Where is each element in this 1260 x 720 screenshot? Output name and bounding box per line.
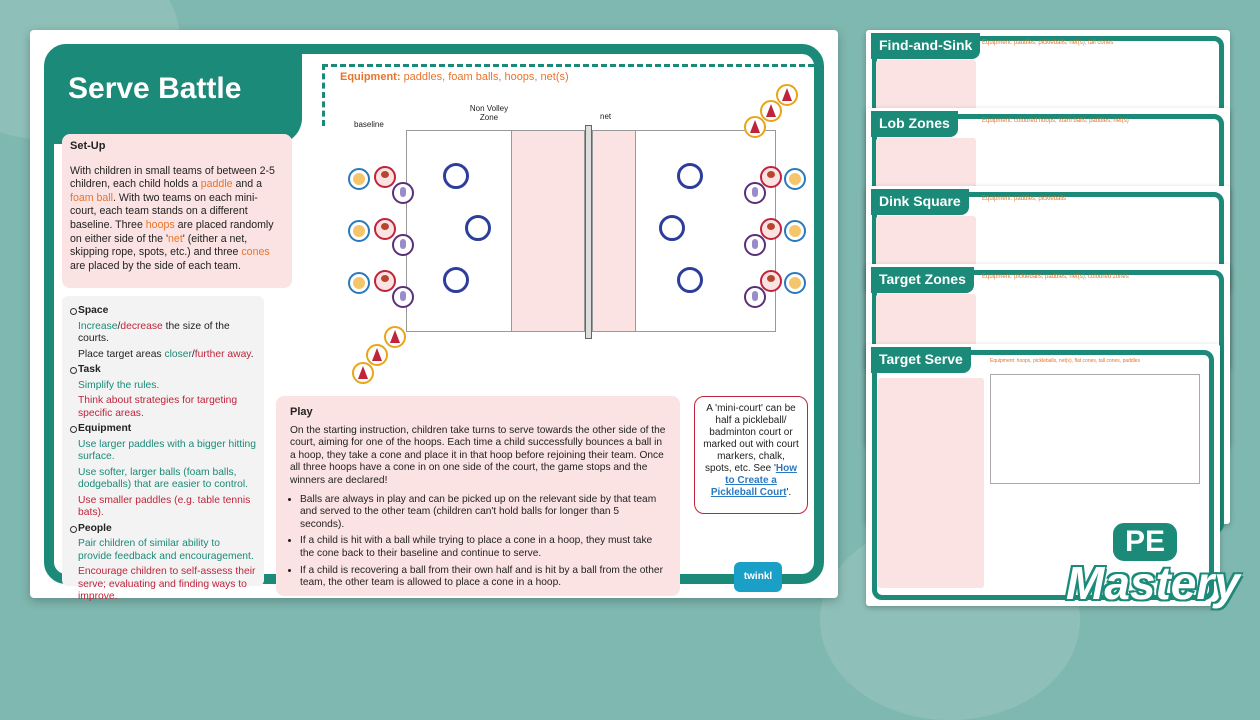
sheet-title: Find-and-Sink (871, 33, 980, 59)
foam-ball-icon (784, 168, 806, 190)
equipment-divider (322, 64, 814, 67)
hoop-icon (443, 267, 469, 293)
task-item-1: Simplify the rules. (78, 379, 160, 391)
cone-icon (352, 362, 374, 384)
foam-ball-icon (784, 272, 806, 294)
play-rule: • If a child is hit with a ball while trying to place a cone in a hoop, they must take the cone back to their baseline and continue to serve. (300, 535, 666, 560)
sheet-text-column (878, 378, 984, 588)
paddle-icon (744, 286, 766, 308)
nvz-label: Non Volley Zone (469, 104, 509, 122)
child-icon (374, 166, 396, 188)
note-end: '. (786, 487, 792, 498)
hoop-icon (677, 267, 703, 293)
sheet-title: Target Serve (871, 347, 971, 373)
hoop-icon (443, 163, 469, 189)
task-item-2: Think about strategies for targeting specific areas. (78, 395, 238, 419)
sheet-equipment: Equipment: hoops, pickleballs, net(s), flat cones, tall cones, paddles (990, 358, 1141, 364)
cone-icon (760, 100, 782, 122)
child-icon (374, 218, 396, 240)
pe-mastery-logo (1066, 520, 1256, 624)
child-icon (760, 218, 782, 240)
hoops-keyword: hoops (145, 218, 175, 231)
equipment-items: paddles, foam balls, hoops, net(s) (403, 71, 569, 83)
baseline-label: baseline (354, 120, 384, 129)
foam-ball-icon (784, 220, 806, 242)
equipment-heading: Equipment (70, 423, 256, 436)
setup-text: With children in small teams of between 2-5 children, each child holds a paddle and a foam ball. With two teams on each mini-court, each team stands on a different baseline. Three hoops are placed randomly on either side of the 'net' (either a net, skipping rope, spots, etc.) and three cones are placed by the side of each team. (70, 164, 275, 272)
space-item-1: Increase/decrease the size of the courts. (78, 320, 230, 344)
cone-icon (744, 116, 766, 138)
adaptations-panel (62, 296, 264, 602)
sheet-equipment: Equipment: paddles, pickleballs (982, 196, 1067, 202)
title-bar (54, 54, 302, 144)
play-intro: On the starting instruction, children take turns to serve towards the other side of the court, aiming for one of the hoops. Each time a child successfully bounces a ball in a hoop, they take a cone and place it in that hoop before rejoining their team. Once all three hoops have a cone in on one side of the court, the game stops and the winners are declared! (290, 424, 666, 486)
sheet-equipment: Equipment: pickleballs, paddles, net(s), coloured zones (982, 274, 1129, 280)
pe-text: PE (1110, 520, 1180, 564)
space-item-2: Place target areas closer/further away. (78, 348, 254, 360)
paddle-icon (392, 234, 414, 256)
cone-icon (384, 326, 406, 348)
hoop-icon (465, 215, 491, 241)
sheet-title: Dink Square (871, 189, 969, 215)
main-frame (44, 44, 824, 602)
paddle-icon (744, 234, 766, 256)
sheet-equipment: Equipment: coloured hoops, foam balls, paddles, net(s) (982, 118, 1129, 124)
non-volley-zone-right (592, 131, 636, 331)
main-sheet (30, 30, 838, 602)
non-volley-zone-left (511, 131, 585, 331)
paddle-icon (744, 182, 766, 204)
sheet-title: Target Zones (871, 267, 974, 293)
paddle-icon (392, 286, 414, 308)
hoop-icon (677, 163, 703, 189)
child-icon (374, 270, 396, 292)
foam-ball-icon (348, 220, 370, 242)
play-heading: Play (290, 406, 313, 418)
cone-icon (366, 344, 388, 366)
equipment-item-1: Use larger paddles with a bigger hitting surface. (78, 438, 257, 462)
cones-keyword: cones (241, 246, 270, 259)
equipment-item-3: Use smaller paddles (e.g. table tennis bats). (78, 494, 251, 518)
play-rule: • If a child is recovering a ball from their own half and is hit by a ball from the other team, the other team is allowed to place a cone in a hoop. (300, 565, 666, 590)
net (585, 125, 592, 339)
court-diagram (406, 130, 776, 332)
foam-ball-icon (348, 168, 370, 190)
equipment-label: Equipment: (340, 71, 401, 83)
sheet-title: Lob Zones (871, 111, 958, 137)
net-label: net (600, 112, 612, 121)
sheet-court (990, 374, 1200, 484)
pickleball-court-link[interactable]: How to Create a Pickleball Court (710, 463, 797, 498)
people-item-2: Encourage children to self-assess their serve; evaluating and finding ways to improve. (78, 566, 256, 602)
people-item-1: Pair children of similar ability to provide feedback and encouragement. (78, 538, 254, 562)
child-icon (760, 270, 782, 292)
people-heading: People (70, 523, 256, 536)
cone-icon (776, 84, 798, 106)
task-heading: Task (70, 364, 256, 377)
equipment-divider-vertical (322, 64, 325, 126)
paddle-icon (392, 182, 414, 204)
child-icon (760, 166, 782, 188)
mini-court-note (694, 396, 808, 514)
equipment-item-2: Use softer, larger balls (foam balls, dodgeballs) that are easier to control. (78, 466, 248, 490)
paddle-keyword: paddle (200, 178, 233, 191)
foam-ball-keyword: foam ball (70, 191, 113, 204)
page-title: Serve Battle (68, 72, 242, 105)
hoop-icon (659, 215, 685, 241)
play-panel (276, 396, 680, 596)
sheet-equipment: Equipment: paddles, pickleballs, net(s), tall cones (982, 40, 1114, 46)
equipment-line (340, 71, 569, 83)
net-keyword: net (168, 232, 183, 245)
twinkl-logo: twinkl (734, 562, 782, 592)
setup-panel (62, 134, 292, 288)
setup-heading: Set-Up (70, 140, 106, 152)
play-rules (290, 494, 666, 590)
foam-ball-icon (348, 272, 370, 294)
space-heading: Space (70, 305, 256, 318)
play-rule: • Balls are always in play and can be picked up on the relevant side by that team and served to the other team (children can't hold balls for longer than 5 seconds). (300, 494, 666, 532)
note-text: A 'mini-court' can be half a pickleball/ badminton court or marked out with court markers, chalk, spots, etc. See ' (703, 403, 799, 474)
mastery-text: Mastery (1066, 557, 1240, 609)
